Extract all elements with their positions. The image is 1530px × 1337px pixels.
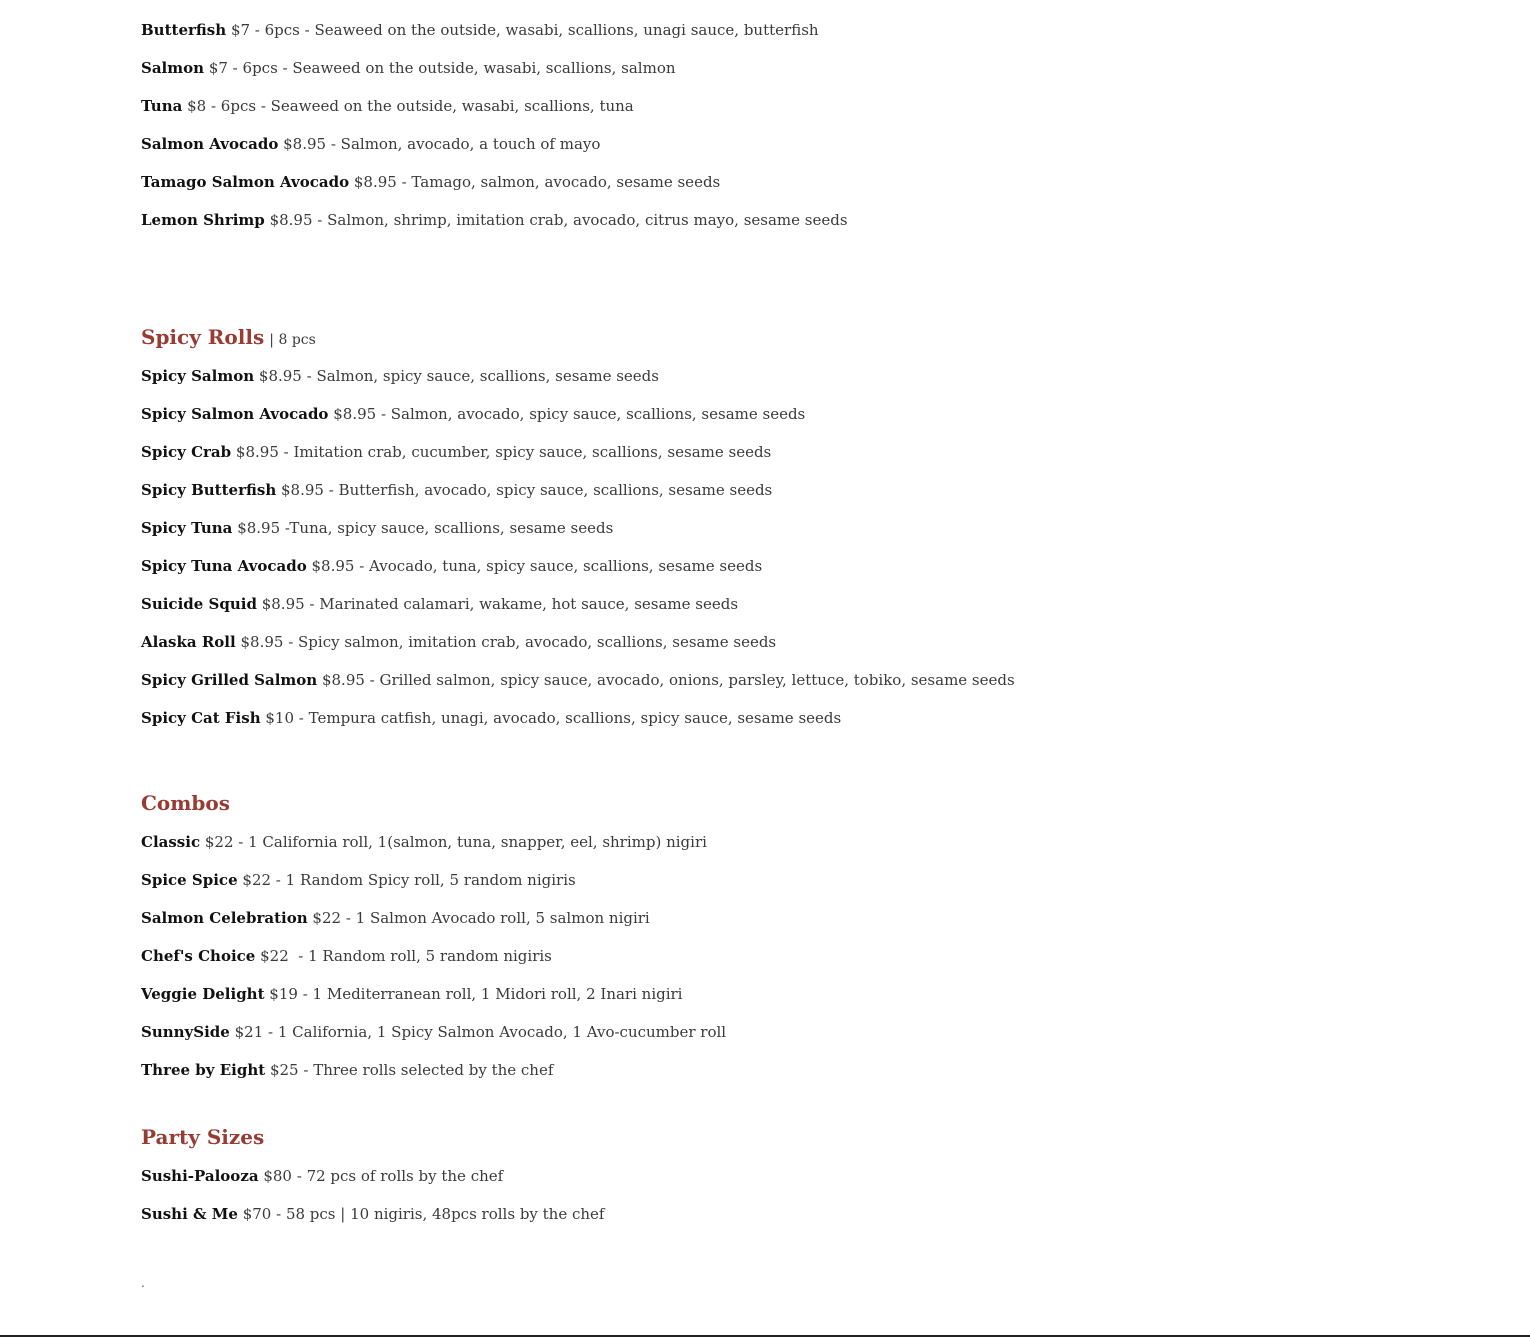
menu-item [141,984,682,1004]
item-name: Salmon [141,59,205,77]
item-name: Chef's Choice [141,947,256,965]
item-description: $22 - 1 Random Spicy roll, 5 random nigiris [242,871,576,889]
section-subtitle: | 8 pcs [269,332,316,348]
section-heading-combos [141,789,230,819]
menu-item [141,908,650,928]
menu-item [141,1166,503,1186]
item-name: Classic [141,833,201,851]
item-name: Spicy Grilled Salmon [141,671,318,689]
menu-item [141,172,720,192]
footer-dot: . [141,1276,145,1290]
item-name: Suicide Squid [141,595,257,613]
menu-item [141,134,600,154]
item-name: Spicy Butterfish [141,481,277,499]
item-description: $8.95 - Avocado, tuna, spicy sauce, scallions, sesame seeds [311,557,763,575]
item-description: $8.95 - Butterfish, avocado, spicy sauce, scallions, sesame seeds [281,481,773,499]
section-heading-spicy-rolls [141,323,316,354]
item-name: Tamago Salmon Avocado [141,173,350,191]
item-description: $70 - 58 pcs | 10 nigiris, 48pcs rolls by the chef [242,1205,605,1223]
section-title: Spicy Rolls [141,325,265,349]
item-description: $8.95 - Imitation crab, cucumber, spicy sauce, scallions, sesame seeds [235,443,772,461]
item-name: Tuna [141,97,183,115]
item-description: $8.95 -Tuna, spicy sauce, scallions, sesame seeds [237,519,614,537]
item-description: $19 - 1 Mediterranean roll, 1 Midori roll, 2 Inari nigiri [269,985,683,1003]
item-name: Spicy Tuna Avocado [141,557,307,575]
item-description: $8.95 - Salmon, avocado, spicy sauce, scallions, sesame seeds [333,405,806,423]
menu-item [141,1204,604,1224]
menu-item [141,58,676,78]
item-description: $8.95 - Tamago, salmon, avocado, sesame seeds [353,173,721,191]
item-description: $25 - Three rolls selected by the chef [269,1061,554,1079]
menu-item [141,946,552,966]
item-name: Spicy Crab [141,443,232,461]
item-name: Spice Spice [141,871,238,889]
item-name: Spicy Salmon [141,367,255,385]
item-description: $21 - 1 California, 1 Spicy Salmon Avocado, 1 Avo-cucumber roll [234,1023,727,1041]
menu-item [141,442,771,462]
item-name: SunnySide [141,1023,230,1041]
item-name: Sushi & Me [141,1205,238,1223]
item-description: $8.95 - Grilled salmon, spicy sauce, avocado, onions, parsley, lettuce, tobiko, sesame seeds [321,671,1015,689]
item-description: $22 - 1 California roll, 1(salmon, tuna, snapper, eel, shrimp) nigiri [204,833,707,851]
item-name: Salmon Avocado [141,135,279,153]
item-name: Spicy Cat Fish [141,709,261,727]
menu-item [141,594,738,614]
section-title: Party Sizes [141,1125,265,1149]
menu-item [141,20,819,40]
item-description: $8.95 - Spicy salmon, imitation crab, avocado, scallions, sesame seeds [240,633,777,651]
menu-item [141,556,762,576]
item-description: $7 - 6pcs - Seaweed on the outside, wasabi, scallions, unagi sauce, butterfish [230,21,819,39]
item-description: $8.95 - Salmon, spicy sauce, scallions, sesame seeds [258,367,659,385]
item-name: Sushi-Palooza [141,1167,259,1185]
item-name: Spicy Salmon Avocado [141,405,329,423]
item-name: Salmon Celebration [141,909,308,927]
menu-item [141,480,772,500]
item-description: $10 - Tempura catfish, unagi, avocado, scallions, spicy sauce, sesame seeds [265,709,842,727]
menu-item [141,96,634,116]
menu-item [141,1022,726,1042]
menu-item [141,632,776,652]
item-description: $80 - 72 pcs of rolls by the chef [263,1167,504,1185]
menu-item [141,210,848,230]
item-description: $7 - 6pcs - Seaweed on the outside, wasabi, scallions, salmon [208,59,676,77]
item-name: Three by Eight [141,1061,266,1079]
item-description: $8.95 - Salmon, shrimp, imitation crab, avocado, citrus mayo, sesame seeds [269,211,848,229]
item-description: $8.95 - Salmon, avocado, a touch of mayo [283,135,601,153]
item-description: $22 - 1 Random roll, 5 random nigiris [260,947,552,965]
menu-item [141,518,613,538]
item-name: Lemon Shrimp [141,211,265,229]
item-name: Spicy Tuna [141,519,233,537]
menu-item [141,870,576,890]
menu-item [141,832,707,852]
item-name: Veggie Delight [141,985,265,1003]
section-title: Combos [141,791,231,815]
menu-item [141,404,805,424]
section-heading-party-sizes [141,1123,264,1153]
item-description: $8.95 - Marinated calamari, wakame, hot sauce, sesame seeds [261,595,739,613]
cut-off-menu-line [141,0,661,1]
item-description: $22 - 1 Salmon Avocado roll, 5 salmon nigiri [312,909,650,927]
menu-item [141,670,1015,690]
item-description: $8 - 6pcs - Seaweed on the outside, wasabi, scallions, tuna [187,97,634,115]
menu-item [141,1060,553,1080]
menu-item [141,366,659,386]
item-name: Butterfish [141,21,227,39]
menu-item [141,708,841,728]
item-name: Alaska Roll [141,633,236,651]
